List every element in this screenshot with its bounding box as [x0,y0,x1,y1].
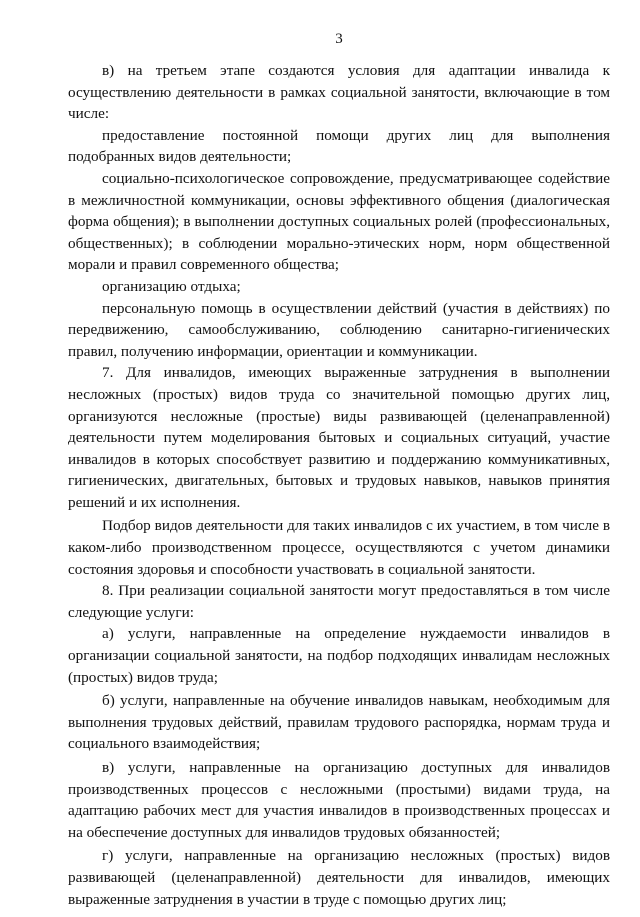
paragraph-item-7: 7. Для инвалидов, имеющих выраженные затруднения в выполнении несложных (простых) видов труда со значительной помощью других лиц, организуются несложные (простые) виды развивающей (целенаправленной) деятельности путем моделирования бытовых и социальных ситуаций, участие инвалидов в которых способствует развитию и поддержанию коммуникативных, гигиенических, двигательных, бытовых и трудовых навыков, навыков принятия решений и их исполнения. [68,364,610,511]
paragraph-personal-assistance: персональную помощь в осуществлении действий (участия в действиях) по передвижению, самообслуживанию, соблюдению санитарно-гигиенических правил, получению информации, ориентации и коммуникации. [68,299,610,360]
paragraph-stage-3-conditions: в) на третьем этапе создаются условия для адаптации инвалида к осуществлению деятельности в рамках социальной занятости, включающие в том числе: [68,62,610,123]
paragraph-service-v: в) услуги, направленные на организацию доступных для инвалидов производственных процессов с несложными (простыми) видами труда, на адаптацию рабочих мест для участия инвалидов в производственных процессах и на обеспечение доступных для инвалидов трудовых обязанностей; [68,759,610,841]
paragraph-activity-selection: Подбор видов деятельности для таких инвалидов с их участием, в том числе в каком-либо производственном процессе, осуществляются с учетом динамики состояния здоровья и способности участвовать в социальной занятости. [68,517,610,578]
paragraph-constant-help: предоставление постоянной помощи других лиц для выполнения подобранных видов деятельности; [68,126,610,166]
paragraph-service-a: а) услуги, направленные на определение нуждаемости инвалидов в организации социальной занятости, на подбор подходящих инвалидам несложных (простых) видов труда; [68,625,610,686]
paragraph-leisure: организацию отдыха; [102,277,241,295]
page-number: 3 [335,31,343,47]
paragraph-item-8: 8. При реализации социальной занятости могут предоставляться в том числе следующие услуги: [68,582,610,621]
paragraph-service-g: г) услуги, направленные на организацию несложных (простых) видов развивающей (целенаправленной) деятельности для инвалидов, имеющих выраженные затруднения в участии в труде с помощью других лиц; [68,847,610,908]
paragraph-psychological-support: социально-психологическое сопровождение, предусматривающее содействие в межличностной коммуникации, основы эффективного общения (диалогическая форма общения); в выполнении доступных социальных ролей (профессиональных, общественных); в соблюдении морально-этических норм, норм общественной морали и правил современного общества; [68,169,610,274]
paragraph-service-b: б) услуги, направленные на обучение инвалидов навыкам, необходимым для выполнения трудовых действий, правилам трудового распорядка, нормам труда и социального взаимодействия; [68,692,610,753]
